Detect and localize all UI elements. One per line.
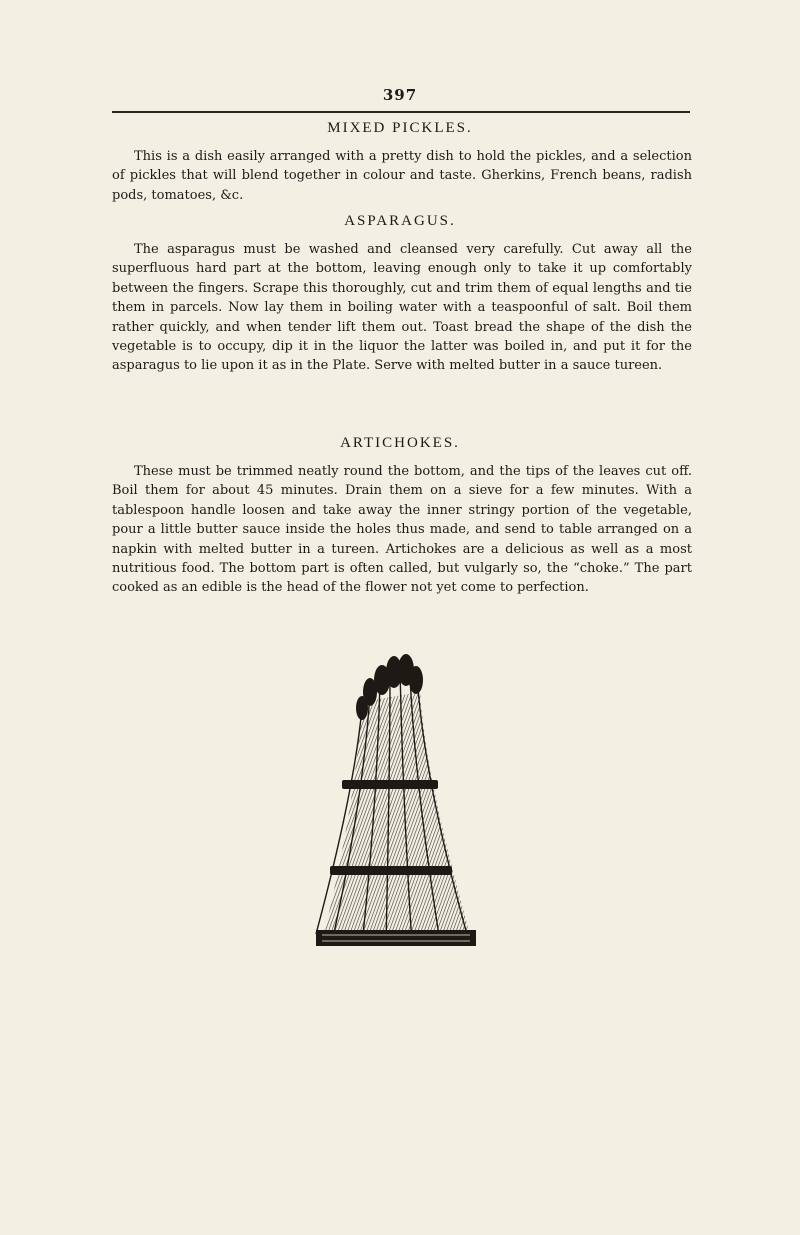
paragraph-mixed-pickles: This is a dish easily arranged with a pretty dish to hold the pickles, and a selection of pickles that will blend together in colour and taste. Gherkins, French beans, radish pods, tomatoes, &c. xyxy=(112,149,692,203)
section-title-asparagus: ASPARAGUS. xyxy=(344,213,456,229)
section-title-artichokes: ARTICHOKES. xyxy=(340,435,460,451)
page-number: 397 xyxy=(382,86,418,104)
paragraph-artichokes: These must be trimmed neatly round the bottom, and the tips of the leaves cut off. Boil them for about 45 minutes. Drain them on a sieve for a few minutes. With a tablespoon handle loosen and take away the inner stringy portion of the vegetable, pour a little butter sauce inside the holes thus made, and send to table arranged on a napkin with melted butter in a tureen. Artichokes are a delicious as well as a most nutritious food. The bottom part is often called, but vulgarly so, the “choke.” The part cooked as an edible is the head of the flower not yet come to perfection. xyxy=(112,464,692,596)
paragraph-asparagus: The asparagus must be washed and cleansed very carefully. Cut away all the superfluous hard part at the bottom, leaving enough only to take it up comfortably between the fingers. Scrape this thoroughly, cut and trim them of equal lengths and tie them in parcels. Now lay them in boiling water with a teaspoonful of salt. Boil them rather quickly, and when tender lift them out. Toast bread the shape of the dish the vegetable is to occupy, dip it in the liquor the latter was boiled in, and put it for the asparagus to lie upon it as in the Plate. Serve with melted butter in a sauce tureen. xyxy=(112,242,692,374)
asparagus-bundle-engraving-icon xyxy=(302,652,502,947)
header-rule xyxy=(112,111,690,113)
section-title-mixed-pickles: MIXED PICKLES. xyxy=(327,120,473,136)
